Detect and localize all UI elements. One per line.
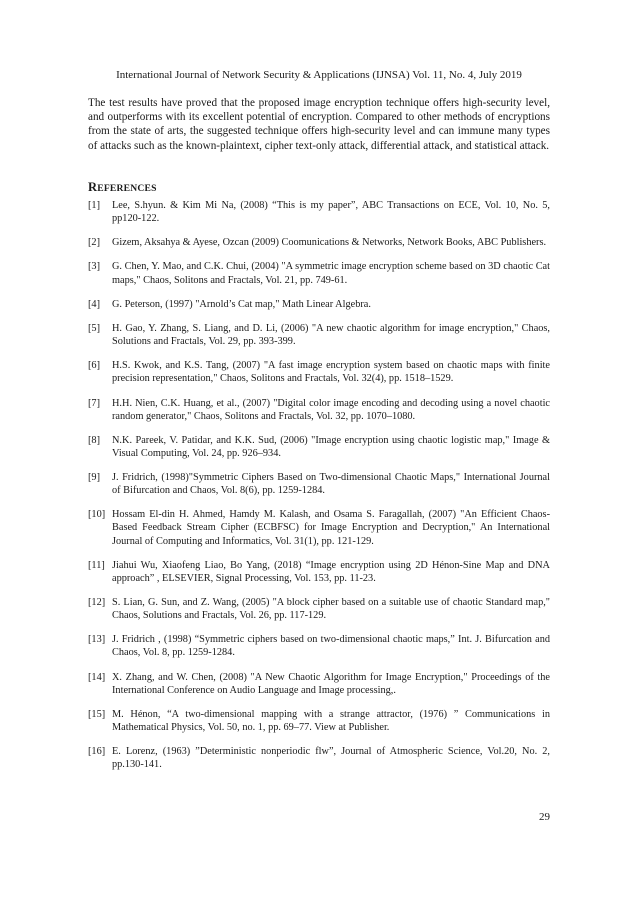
reference-text: E. Lorenz, (1963) ”Deterministic nonperiodic flw”, Journal of Atmospheric Science, Vol.20, No. 2, pp.130-141. [112,746,550,771]
reference-number: [1] [88,200,101,211]
reference-text: J. Fridrich, (1998)"Symmetric Ciphers Based on Two-dimensional Chaotic Maps," International Journal of Bifurcation and Chaos, Vol. 8(6), pp. 1259-1284. [112,472,550,497]
reference-number: [9] [88,472,101,484]
reference-text: J. Fridrich , (1998) “Symmetric ciphers based on two-dimensional chaotic maps,” Int. J. Bifurcation and Chaos, Vol. 8, pp. 1259-1284. [112,634,550,659]
reference-text: M. Hénon, “A two-dimensional mapping with a strange attractor, (1976) ” Communications in Mathematical Physics, Vol. 50, no. 1, pp. 69–77. View at Publisher. [112,708,550,733]
reference-item [88,471,550,497]
page-number: 29 [539,811,550,823]
reference-text: Jiahui Wu, Xiaofeng Liao, Bo Yang, (2018) “Image encryption using 2D Hénon-Sine Map and DNA approach” , ELSEVIER, Signal Processing, Vol. 153, pp. 11-23. [112,559,550,584]
reference-text: G. Peterson, (1997) "Arnold’s Cat map," Math Linear Algebra. [112,298,371,310]
reference-text: G. Chen, Y. Mao, and C.K. Chui, (2004) "A symmetric image encryption scheme based on 3D chaotic Cat maps," Chaos, Solitons and Fractals, Vol. 21, pp. 749-61. [112,261,550,286]
reference-text: H.H. Nien, C.K. Huang, et al., (2007) "Digital color image encoding and decoding using a novel chaotic random generator," Chaos, Solitons and Fractals, Vol. 32, pp. 1070–1080. [112,397,550,422]
reference-item [88,633,550,659]
running-header: International Journal of Network Security & Applications (IJNSA) Vol. 11, No. 4, July 2019 [116,69,522,81]
reference-number: [7] [88,397,101,409]
reference-text: H.S. Kwok, and K.S. Tang, (2007) "A fast image encryption system based on chaotic maps with finite precision representation," Chaos, Solitons and Fractals, Vol. 32(4), pp. 1518–1529. [112,360,550,385]
reference-text: Hossam El-din H. Ahmed, Hamdy M. Kalash, and Osama S. Faragallah, (2007) "An Efficient Chaos-Based Feedback Stream Cipher (ECBFSC) for Image Encryption and Decryption," An International Journal of Computing and Informatics, Vol. 31(1), pp. 121-129. [112,509,550,547]
reference-item [88,260,550,286]
reference-item [88,322,550,348]
reference-item [88,359,550,385]
reference-item [88,745,550,771]
reference-number: [4] [88,298,101,310]
reference-number: [14] [88,671,106,683]
reference-text: Gizem, Aksahya & Ayese, Ozcan (2009) Coomunications & Networks, Network Books, ABC Publishers. [112,237,547,249]
reference-text: N.K. Pareek, V. Patidar, and K.K. Sud, (2006) "Image encryption using chaotic logistic map," Image & Visual Computing, Vol. 24, pp. 926–934. [112,434,550,459]
references-heading [88,180,157,196]
reference-number: [8] [88,434,101,446]
reference-item [88,596,550,622]
references-heading-rest: EFERENCES [97,183,157,194]
references-heading-initial: R [88,180,98,194]
reference-item [88,708,550,734]
reference-number: [12] [88,597,106,608]
reference-number: [16] [88,746,106,758]
conclusion-paragraph: The test results have proved that the proposed image encryption technique offers high-security level, and outperforms with its excellent potential of encryption. Compared to other methods of encryptions from the state of arts, the suggested technique offers high-security level and can immune many types of attacks such as the known-plaintext, cipher text-only attack, differential attack, and statistical attack. [88,97,550,152]
reference-item [88,397,550,423]
reference-item [88,236,550,249]
reference-number: [10] [88,509,106,521]
reference-text: X. Zhang, and W. Chen, (2008) "A New Chaotic Algorithm for Image Encryption," Proceedings of the International Conference on Audio Language and Image processing,. [112,671,550,696]
reference-item [88,671,550,697]
reference-item [88,508,550,547]
reference-list [88,199,550,782]
reference-item [88,434,550,460]
reference-number: [3] [88,261,101,273]
reference-text: H. Gao, Y. Zhang, S. Liang, and D. Li, (2006) "A new chaotic algorithm for image encryption," Chaos, Solutions and Fractals, Vol. 29, pp. 393-399. [112,322,550,348]
reference-text: Lee, S.hyun. & Kim Mi Na, (2008) “This is my paper”, ABC Transactions on ECE, Vol. 10, No. 5, pp120-122. [112,200,550,225]
reference-text: S. Lian, G. Sun, and Z. Wang, (2005) "A block cipher based on a suitable use of chaotic Standard map," Chaos, Solutions and Fractals, Vol. 26, pp. 117-129. [112,597,550,622]
reference-number: [6] [88,360,101,372]
reference-number: [5] [88,322,101,334]
reference-item [88,298,550,311]
reference-number: [15] [88,708,106,720]
reference-number: [11] [88,559,105,571]
reference-item [88,559,550,585]
reference-item [88,199,550,225]
reference-number: [2] [88,237,101,249]
reference-number: [13] [88,634,106,646]
